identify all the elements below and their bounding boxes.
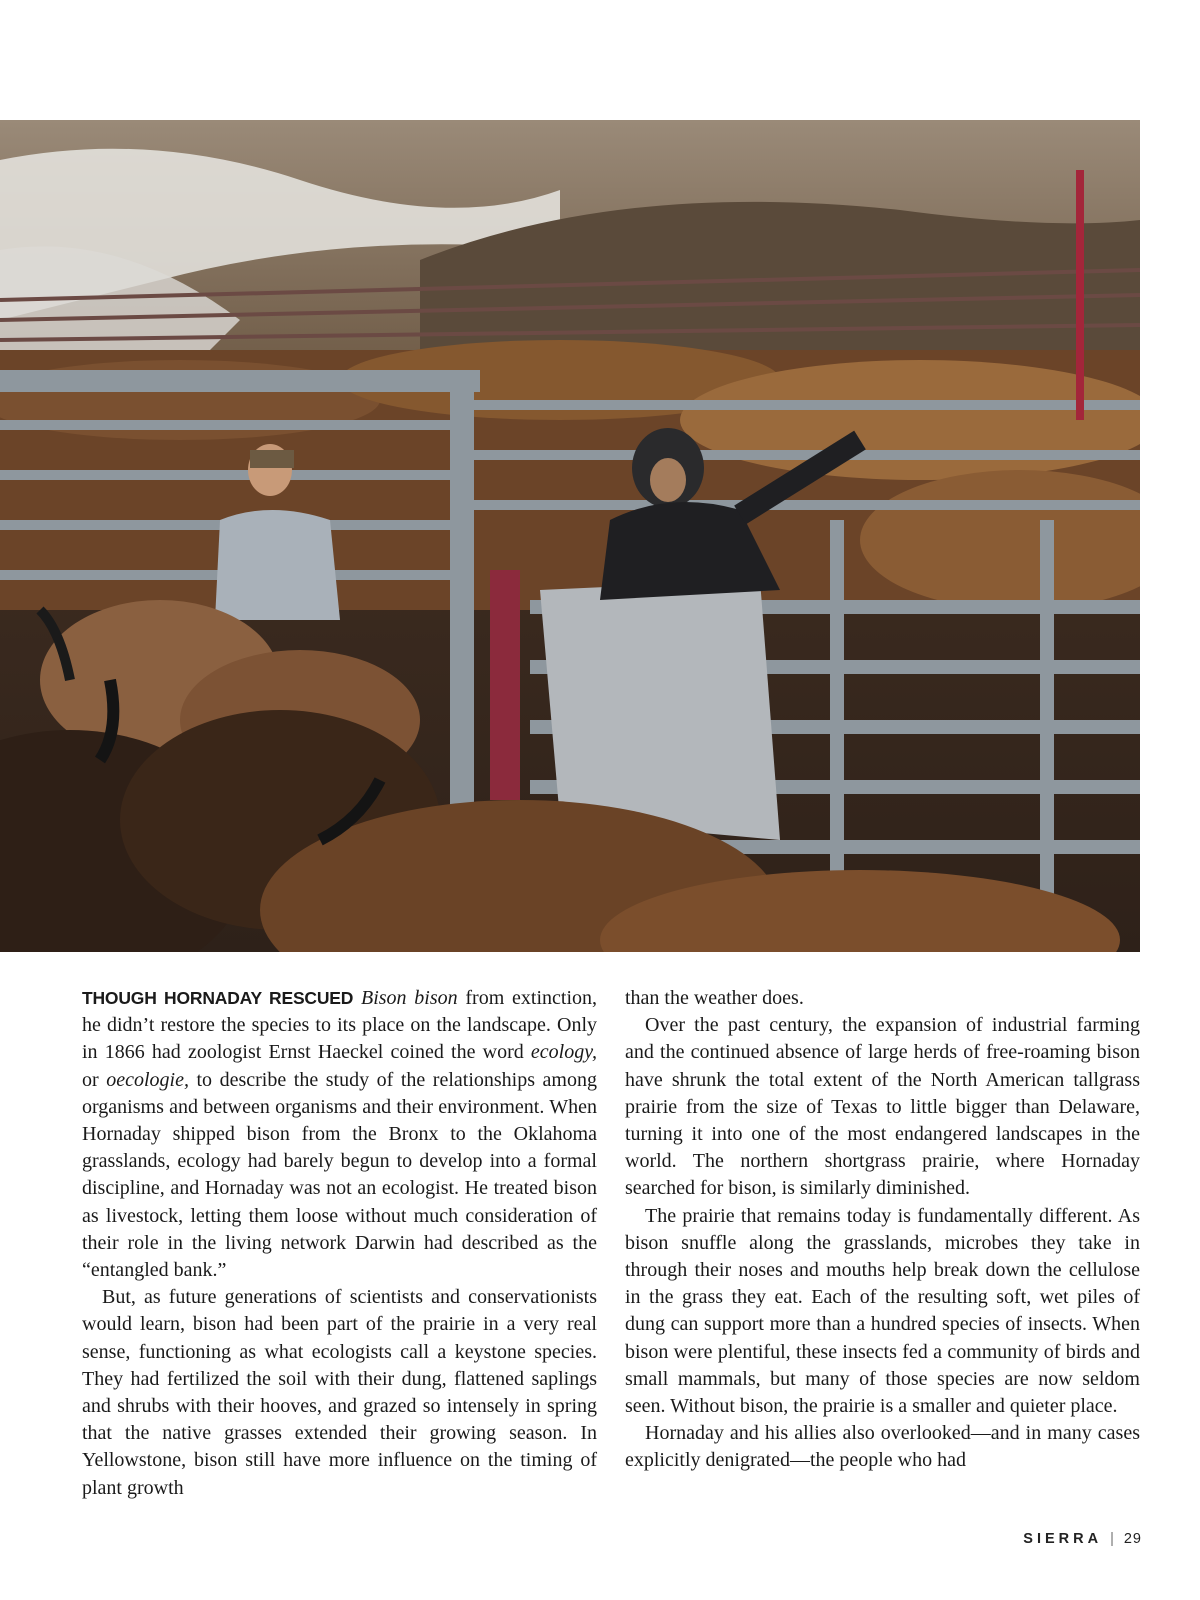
paragraph-text	[353, 987, 361, 1009]
body-paragraph	[625, 1012, 1140, 1202]
lead-in: THOUGH HORNADAY RESCUED	[82, 988, 354, 1008]
magazine-name: SIERRA	[1023, 1531, 1103, 1547]
folio-separator: |	[1110, 1531, 1114, 1547]
body-paragraph	[625, 1203, 1140, 1421]
body-paragraph	[82, 985, 597, 1284]
paragraph-text: from extinction, he didn’t restore the species to its place on the landscape. Only in 1866 had zoologist Ernst Haeckel coined the word	[82, 987, 598, 1064]
paragraph-text: Hornaday and his allies also overlooked—and in many cases explicitly denigrated—the people who had	[625, 1422, 1140, 1472]
body-column-right	[625, 985, 1140, 1475]
paragraph-text: to describe the study of the relationships among organisms and between organisms and their environment. When Hornaday shipped bison from the Bronx to the Oklahoma grasslands, ecology had barely begun to develop into a formal discipline, and Hornaday was not an ecologist. He treated bison as livestock, letting them loose without much consideration of their role in the living network Darwin had described as the “entangled bank.”	[82, 1068, 597, 1282]
folio	[1023, 1531, 1142, 1547]
bison-corral-image	[0, 120, 1140, 952]
paragraph-text: The prairie that remains today is fundamentally different. As bison snuffle along the grasslands, microbes they take in through their noses and mouths help break down the cellulose in the grass they eat. Each of the resulting soft, wet piles of dung can support more than a hundred species of insects. When bison were plentiful, these insects fed a community of birds and small mammals, but many of those species are now seldom seen. Without bison, the prairie is a smaller and quieter place.	[625, 1204, 1140, 1418]
page-number: 29	[1123, 1531, 1142, 1547]
photo-bison-corral	[0, 120, 1140, 952]
italic-text: ecology,	[530, 1041, 597, 1064]
body-paragraph	[625, 1420, 1140, 1474]
paragraph-text: or	[82, 1068, 107, 1091]
body-paragraph	[625, 985, 1140, 1012]
italic-text: oecologie,	[106, 1068, 189, 1091]
paragraph-text: But, as future generations of scientists and conservationists would learn, bison had been part of the prairie in a very real sense, functioning as what ecologists call a keystone species. They had fertilized the soil with their dung, flattened saplings and shrubs with their hooves, and grazed so intensely in spring that the native grasses extended their growing season. In Yellowstone, bison still have more influence on the timing of plant growth	[82, 1286, 597, 1499]
body-paragraph	[82, 1284, 597, 1502]
body-column-left	[82, 985, 597, 1502]
paragraph-text: Over the past century, the expansion of industrial farming and the continued absence of large herds of free-roaming bison have shrunk the total extent of the North American tallgrass prairie from the size of Texas to little bigger than Delaware, turning it into one of the most endangered landscapes in the world. The northern shortgrass prairie, where Hornaday searched for bison, is similarly diminished.	[625, 1014, 1140, 1200]
paragraph-text: than the weather does.	[625, 987, 804, 1009]
italic-text: Bison bison	[360, 987, 458, 1009]
